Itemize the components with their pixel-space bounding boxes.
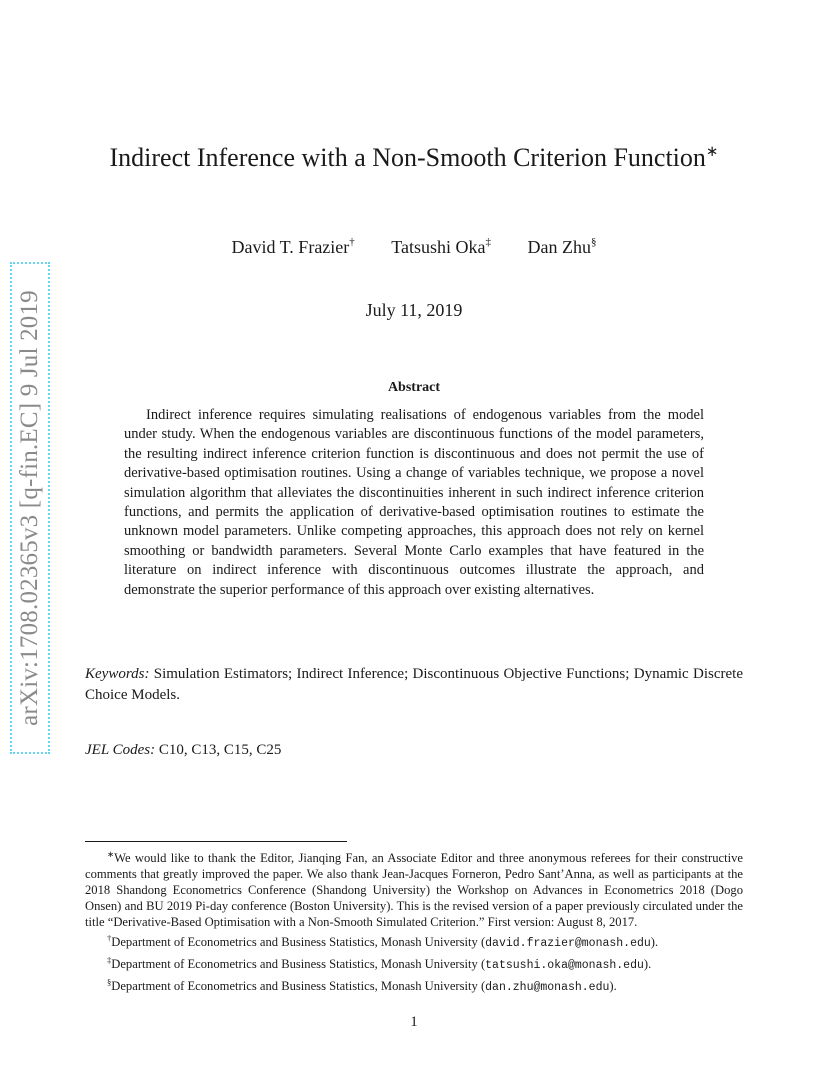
paper-title-text: Indirect Inference with a Non-Smooth Criterion Function (109, 143, 706, 172)
jel-codes (85, 742, 281, 759)
keywords-label: Keywords: (85, 666, 150, 682)
footnote-mark: § (107, 977, 112, 987)
jel-label: JEL Codes: (85, 742, 156, 758)
affiliation-text: Department of Econometrics and Business Statistics, Monash University ( (111, 957, 486, 971)
footnote-mark: ∗ (107, 849, 115, 859)
email-link[interactable]: dan.zhu@monash.edu (485, 981, 610, 994)
author-name: Tatsushi Oka (391, 237, 486, 257)
email-link[interactable]: david.frazier@monash.edu (485, 937, 651, 950)
author-name: Dan Zhu (527, 237, 591, 257)
paper-title (0, 142, 828, 173)
affiliation-text: Department of Econometrics and Business Statistics, Monash University ( (111, 979, 486, 993)
affiliation-close: ). (609, 979, 617, 993)
keywords (85, 664, 743, 706)
affiliation-text: Department of Econometrics and Business Statistics, Monash University ( (111, 935, 486, 949)
footnote-rule (85, 841, 347, 842)
paper-date: July 11, 2019 (365, 300, 463, 320)
author-1 (231, 236, 354, 258)
arxiv-stamp-text[interactable]: arXiv:1708.02365v3 [q-fin.EC] 9 Jul 2019 (16, 290, 43, 726)
abstract-body: Indirect inference requires simulating realisations of endogenous variables from the model under study. When the endogenous variables are discontinuous functions of the model parameters, the resulting indirect inference criterion function is discontinuous and does not permit the use of derivative-based optimisation routines. Using a change of variables technique, we propose a novel simulation algorithm that alleviates the discontinuities inherent in such indirect inference criterion functions, and permits the application of derivative-based optimisation routines to estimate the unknown model parameters. Unlike competing approaches, this approach does not rely on kernel smoothing or bandwidth parameters. Several Monte Carlo examples that have featured in the literature on indirect inference with discontinuous outcomes illustrate the approach, and demonstrate the superior performance of this approach over existing alternatives. (124, 407, 704, 598)
author-3 (528, 236, 597, 258)
page-number: 1 (410, 1014, 418, 1030)
footnote-affiliation-1 (85, 930, 743, 952)
footnote-mark: ‡ (107, 955, 112, 965)
affiliation-close: ). (643, 957, 652, 971)
jel-text: C10, C13, C15, C25 (158, 742, 282, 758)
footnotes (85, 846, 743, 996)
footnote-affiliation-3 (85, 974, 743, 996)
author-footnote-mark[interactable]: § (591, 236, 597, 248)
footnote-thanks (85, 846, 743, 930)
author-footnote-mark[interactable]: † (349, 236, 355, 248)
title-footnote-mark[interactable]: ∗ (705, 144, 719, 160)
footnote-mark: † (107, 933, 112, 943)
abstract-heading: Abstract (387, 380, 441, 395)
author-footnote-mark[interactable]: ‡ (485, 236, 492, 248)
author-list (0, 236, 828, 258)
author-2 (391, 236, 491, 258)
affiliation-close: ). (650, 935, 659, 949)
footnote-thanks-text: We would like to thank the Editor, Jianqing Fan, an Associate Editor and three anonymous referees for their constructive comments that greatly improved the paper. We also thank Jean-Jacques Forneron, Pedro Sant’Anna, as well as participants at the 2018 Shandong Econometrics Conference (Shandong University) the Workshop on Advances in Econometrics 2018 (Dogo Onsen) and BU 2019 Pi-day conference (Boston University). This is the revised version of a paper previously circulated under the title “Derivative-Based Optimisation with a Non-Smooth Simulated Criterion.” First version: August 8, 2017. (85, 851, 743, 929)
author-name: David T. Frazier (231, 237, 350, 257)
footnote-affiliation-2 (85, 952, 743, 974)
email-link[interactable]: tatsushi.oka@monash.edu (485, 959, 644, 972)
keywords-text: Simulation Estimators; Indirect Inference; Discontinuous Objective Functions; Dynamic Discrete Choice Models. (85, 666, 743, 703)
